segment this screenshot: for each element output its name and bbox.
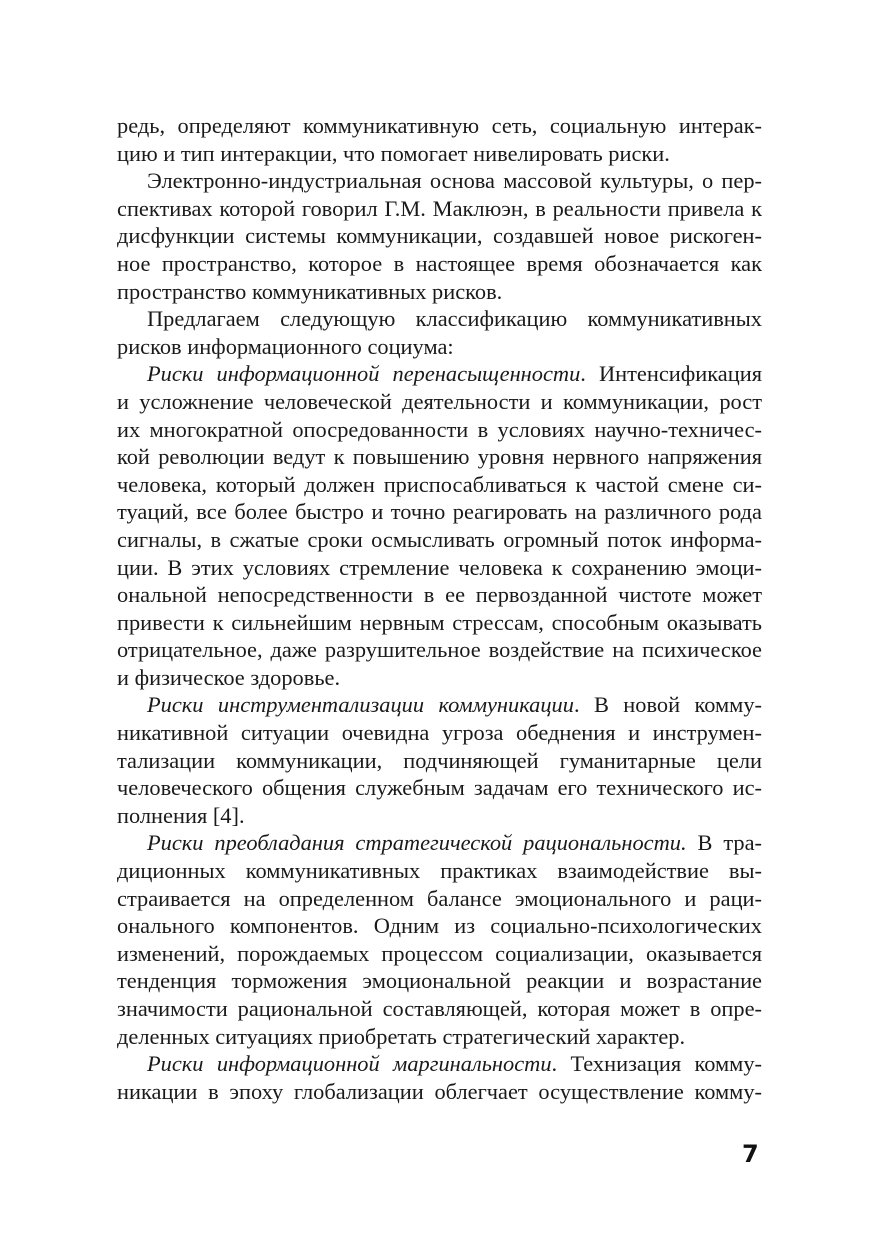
text-line: туаций, все более быстро и точно реагировать на различного рода — [117, 499, 762, 525]
text-line: изменений, порождаемых процессом социализации, оказывается — [117, 940, 762, 966]
text-line: ции. В этих условиях стремление человека к сохранению эмоци- — [117, 554, 762, 580]
text-line: Предлагаем следующую классификацию коммуникативных — [147, 306, 762, 332]
text-fragment: . Интенсификация — [580, 361, 762, 387]
text-fragment: . Технизация комму- — [551, 1051, 762, 1077]
text-line: и физическое здоровье. — [117, 664, 341, 690]
section-heading: Риски преобладания стратегической рациональности. — [147, 830, 687, 856]
text-line: тенденция торможения эмоциональной реакции и возрастание — [117, 968, 762, 994]
text-fragment: В тра- — [686, 830, 762, 856]
paragraph-risk-oversaturation — [117, 360, 762, 691]
text-line: никации в эпоху глобализации облегчает осуществление комму- — [117, 1078, 762, 1104]
text-line: никативной ситуации очевидна угроза обеднения и инструмен- — [117, 720, 762, 746]
text-line: человека, который должен приспосабливаться к частой смене си- — [117, 471, 762, 497]
text-line: и усложнение человеческой деятельности и коммуникации, рост — [117, 388, 762, 414]
text-line: их многократной опосредованности в условиях научно-техничес- — [117, 416, 762, 442]
section-heading: Риски информационной перенасыщенности — [147, 361, 581, 387]
paragraph-risk-strategic-rationality — [117, 829, 762, 1050]
paragraph-2 — [117, 167, 762, 305]
text-line: страивается на определенном балансе эмоционального и раци- — [117, 885, 762, 911]
text-line: деленных ситуациях приобретать стратегический характер. — [117, 1023, 686, 1049]
text-line — [117, 829, 762, 857]
text-line — [117, 1050, 762, 1078]
text-line: полнения [4]. — [117, 802, 245, 828]
page-body — [117, 112, 762, 1105]
section-heading: Риски информационной маргинальности — [147, 1051, 552, 1077]
text-fragment: . В новой комму- — [573, 692, 762, 718]
text-line: Электронно-индустриальная основа массовой культуры, о пер- — [147, 168, 762, 194]
text-line: отрицательное, даже разрушительное воздействие на психическое — [117, 637, 762, 663]
text-line: значимости рациональной составляющей, которая может в опре- — [117, 996, 762, 1021]
text-line: сигналы, в сжатые сроки осмысливать огромный поток информа- — [117, 526, 762, 552]
text-line: спективах которой говорил Г.М. Маклюэн, в реальности привела к — [117, 195, 762, 221]
section-heading: Риски инструментализации коммуникации — [147, 692, 574, 718]
paragraph-1 — [117, 112, 762, 167]
text-line: тализации коммуникации, подчиняющей гуманитарные цели — [117, 747, 762, 773]
text-line: цию и тип интеракции, что помогает нивелировать риски. — [117, 140, 670, 166]
text-line: редь, определяют коммуникативную сеть, социальную интерак- — [117, 113, 762, 138]
text-line — [117, 691, 762, 719]
text-line: онального компонентов. Одним из социально-психологических — [117, 913, 762, 939]
page-number: 7 — [742, 1140, 759, 1168]
text-line: кой революции ведут к повышению уровня нервного напряжения — [117, 444, 762, 470]
text-line: рисков информационного социума: — [117, 333, 454, 359]
text-line: диционных коммуникативных практиках взаимодействие вы- — [117, 858, 762, 884]
paragraph-3 — [117, 305, 762, 360]
text-line: ональной непосредственности в ее первозданной чистоте может — [117, 582, 762, 608]
text-line: пространство коммуникативных рисков. — [117, 278, 503, 304]
text-line: ное пространство, которое в настоящее время обозначается как — [117, 250, 762, 276]
paragraph-risk-instrumentalization — [117, 691, 762, 829]
paragraph-risk-marginality — [117, 1050, 762, 1105]
text-line: привести к сильнейшим нервным стрессам, способным оказывать — [117, 609, 762, 635]
text-line: дисфункции системы коммуникации, создавшей новое рискоген- — [117, 223, 762, 249]
text-line: человеческого общения служебным задачам его технического ис- — [117, 775, 762, 801]
text-line — [117, 360, 762, 388]
